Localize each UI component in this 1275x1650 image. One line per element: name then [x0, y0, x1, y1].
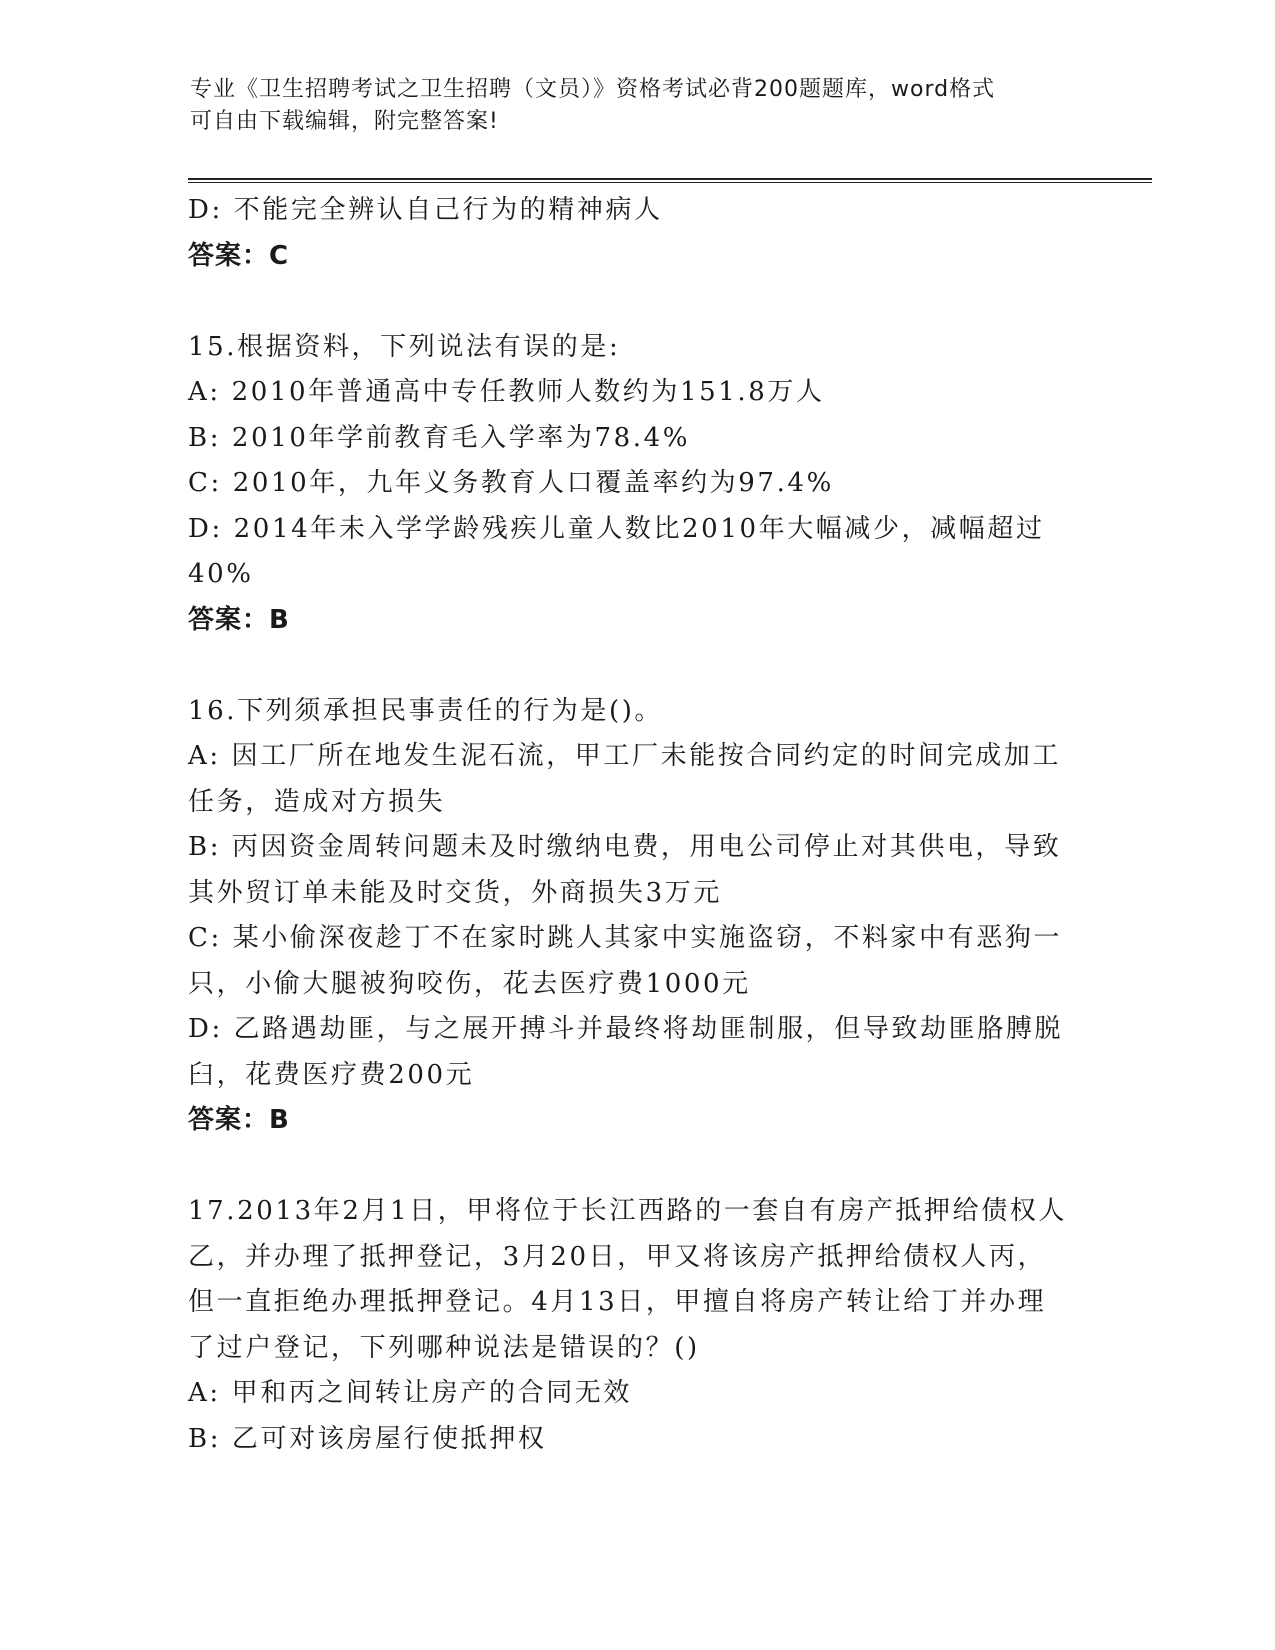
question-block-16: [188, 689, 1088, 1144]
block-spacer: [188, 643, 1088, 689]
question-stem-continuation: 了过户登记，下列哪种说法是错误的？(): [188, 1332, 700, 1363]
header-title-line-1: 专业《卫生招聘考试之卫生招聘（文员）》资格考试必背200题题库，word格式: [190, 77, 996, 102]
question-stem: 15.根据资料，下列说法有误的是:: [188, 331, 621, 362]
document-header: [190, 74, 1090, 138]
answer-line: 答案：B: [188, 604, 290, 635]
option-line: B: 2010年学前教育毛入学率为78.4%: [188, 422, 691, 453]
question-block-17: [188, 1189, 1088, 1462]
answer-line: 答案：B: [188, 1105, 290, 1135]
option-line-continuation: 任务，造成对方损失: [188, 786, 446, 817]
question-stem: 16.下列须承担民事责任的行为是()。: [188, 695, 664, 726]
document-body: [188, 188, 1088, 1462]
block-spacer: [188, 279, 1088, 325]
question-stem: 17.2013年2月1日，甲将位于长江西路的一套自有房产抵押给债权人: [188, 1196, 1068, 1226]
option-line: B: 丙因资金周转问题未及时缴纳电费，用电公司停止对其供电，导致: [188, 832, 1062, 862]
option-line: A: 2010年普通高中专任教师人数约为151.8万人: [188, 377, 825, 407]
header-divider: [188, 178, 1152, 183]
answer-line: 答案：C: [188, 240, 290, 271]
header-title-line-2: 可自由下载编辑，附完整答案!: [190, 109, 499, 134]
option-line-continuation: 臼，花费医疗费200元: [188, 1059, 475, 1090]
question-block-14: [188, 188, 1088, 279]
question-block-15: [188, 325, 1088, 644]
block-spacer: [188, 1144, 1088, 1190]
option-line-continuation: 其外贸订单未能及时交货，外商损失3万元: [188, 877, 722, 908]
option-line: C: 2010年，九年义务教育人口覆盖率约为97.4%: [188, 468, 834, 498]
option-line: A: 甲和丙之间转让房产的合同无效: [188, 1378, 633, 1408]
question-stem-continuation: 但一直拒绝办理抵押登记。4月13日，甲擅自将房产转让给丁并办理: [188, 1287, 1047, 1317]
option-line: C: 某小偷深夜趁丁不在家时跳人其家中实施盗窃，不料家中有恶狗一: [188, 923, 1063, 953]
option-line: A: 因工厂所在地发生泥石流，甲工厂未能按合同约定的时间完成加工: [188, 741, 1062, 771]
option-line-continuation: 40%: [188, 559, 254, 589]
option-line: D: 2014年未入学学龄残疾儿童人数比2010年大幅减少，减幅超过: [188, 513, 1045, 544]
question-stem-continuation: 乙，并办理了抵押登记，3月20日，甲又将该房产抵押给债权人丙，: [188, 1241, 1047, 1272]
option-line: D: 乙路遇劫匪，与之展开搏斗并最终将劫匪制服，但导致劫匪胳膊脱: [188, 1014, 1064, 1044]
option-line-continuation: 只，小偷大腿被狗咬伤，花去医疗费1000元: [188, 968, 751, 999]
option-line: B: 乙可对该房屋行使抵押权: [188, 1423, 547, 1454]
option-line: D: 不能完全辨认自己行为的精神病人: [188, 195, 663, 225]
